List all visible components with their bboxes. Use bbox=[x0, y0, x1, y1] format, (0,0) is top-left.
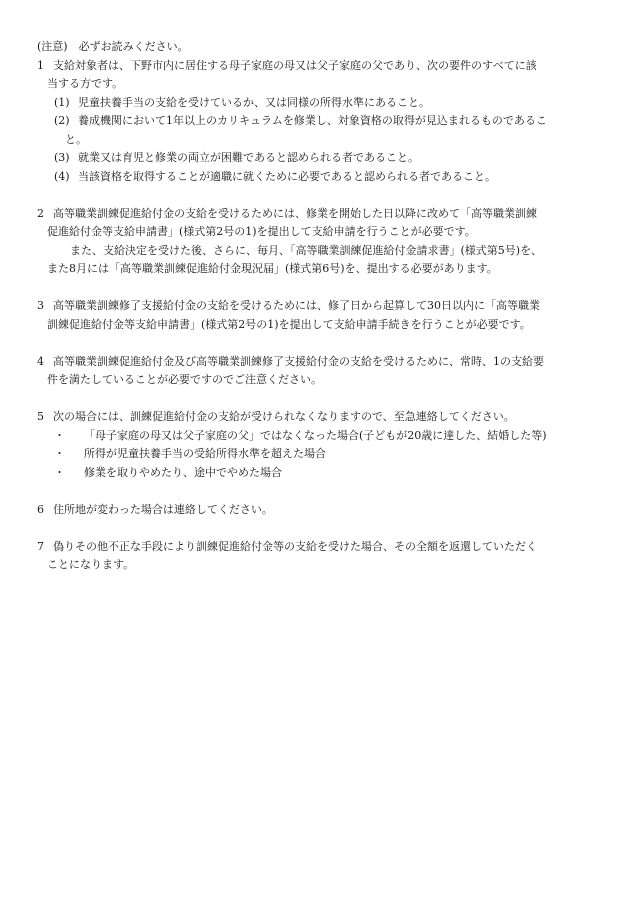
item-7-number: 7 bbox=[37, 539, 44, 553]
item-4-number: 4 bbox=[37, 354, 44, 368]
item-2-number: 2 bbox=[37, 206, 44, 220]
item-1-sub-3: (3) 就業又は育児と修業の両立が困難であると認められる者であること。 bbox=[54, 151, 419, 164]
item-5-number: 5 bbox=[37, 410, 44, 423]
item-6 bbox=[37, 501, 600, 520]
item-7 bbox=[37, 538, 600, 575]
item-1-sub-1: (1) 児童扶養手当の支給を受けているか、又は同様の所得水準にあること。 bbox=[54, 95, 430, 109]
item-2-line-3: また、支給決定を受けた後、さらに、毎月、「高等職業訓練促進給付金請求書」(様式第5号)を、 bbox=[70, 243, 543, 257]
item-5-bullet-2: ・ 所得が児童扶養手当の受給所得水準を超えた場合 bbox=[54, 447, 326, 460]
item-6-number: 6 bbox=[37, 502, 44, 516]
item-5 bbox=[37, 408, 600, 482]
item-2-line-1: 2 高等職業訓練促進給付金の支給を受けるためには、修業を開始した日以降に改めて「高等職業訓練 bbox=[37, 205, 600, 224]
item-1 bbox=[37, 57, 600, 187]
item-4-line-1: 4 高等職業訓練促進給付金及び高等職業訓練修了支援給付金の支給を受けるために、常時、1の支給要 bbox=[37, 353, 600, 372]
item-4-line-2: 件を満たしていることが必要ですのでご注意ください。 bbox=[47, 373, 322, 386]
item-7-line-1: 7 偽りその他不正な手段により訓練促進給付金等の支給を受けた場合、その全額を返還していただく bbox=[37, 538, 600, 557]
item-1-sub-4: (4) 当該資格を取得することが適職に就くために必要であると認められる者であること。 bbox=[54, 169, 496, 183]
item-2 bbox=[37, 205, 600, 279]
item-6-line-1: 6 住所地が変わった場合は連絡してください。 bbox=[37, 501, 600, 520]
item-5-line-1: 5 次の場合には、訓練促進給付金の支給が受けられなくなりますので、至急連絡してください。 bbox=[37, 408, 600, 427]
item-2-line-4: また8月には「高等職業訓練促進給付金現況届」(様式第6号)を、提出する必要があります。 bbox=[47, 262, 498, 275]
item-1-sub-2: (2) 養成機関において1年以上のカリキュラムを修業し、対象資格の取得が見込まれるものであるこ bbox=[54, 114, 547, 127]
item-3-line-2: 訓練促進給付金等支給申請書」(様式第2号の1)を提出して支給申請手続きを行うことが必要です。 bbox=[47, 317, 531, 331]
item-1-line-1: 1 支給対象者は、下野市内に居住する母子家庭の母又は父子家庭の父であり、次の要件のすべてに該 bbox=[37, 57, 600, 76]
item-3 bbox=[37, 297, 600, 334]
notice-heading: (注意) 必ずお読みください。 bbox=[37, 40, 189, 53]
item-1-sub-2-cont: と。 bbox=[65, 132, 87, 146]
item-5-bullet-1: ・ 「母子家庭の母又は父子家庭の父」ではなくなった場合(子どもが20歳に達した、結婚した等) bbox=[54, 428, 547, 442]
item-1-number: 1 bbox=[37, 58, 44, 72]
item-2-line-2: 促進給付金等支給申請書」(様式第2号の1)を提出して支給申請を行うことが必要です。 bbox=[47, 225, 476, 238]
item-3-line-1: 3 高等職業訓練修了支援給付金の支給を受けるためには、修了日から起算して30日以内に「高等職業 bbox=[37, 297, 600, 316]
item-1-line-2: 当する方です。 bbox=[47, 77, 124, 90]
item-5-bullet-3: ・ 修業を取りやめたり、途中でやめた場合 bbox=[54, 465, 282, 479]
item-4 bbox=[37, 353, 600, 390]
item-3-number: 3 bbox=[37, 299, 44, 312]
item-7-line-2: ことになります。 bbox=[47, 558, 135, 571]
